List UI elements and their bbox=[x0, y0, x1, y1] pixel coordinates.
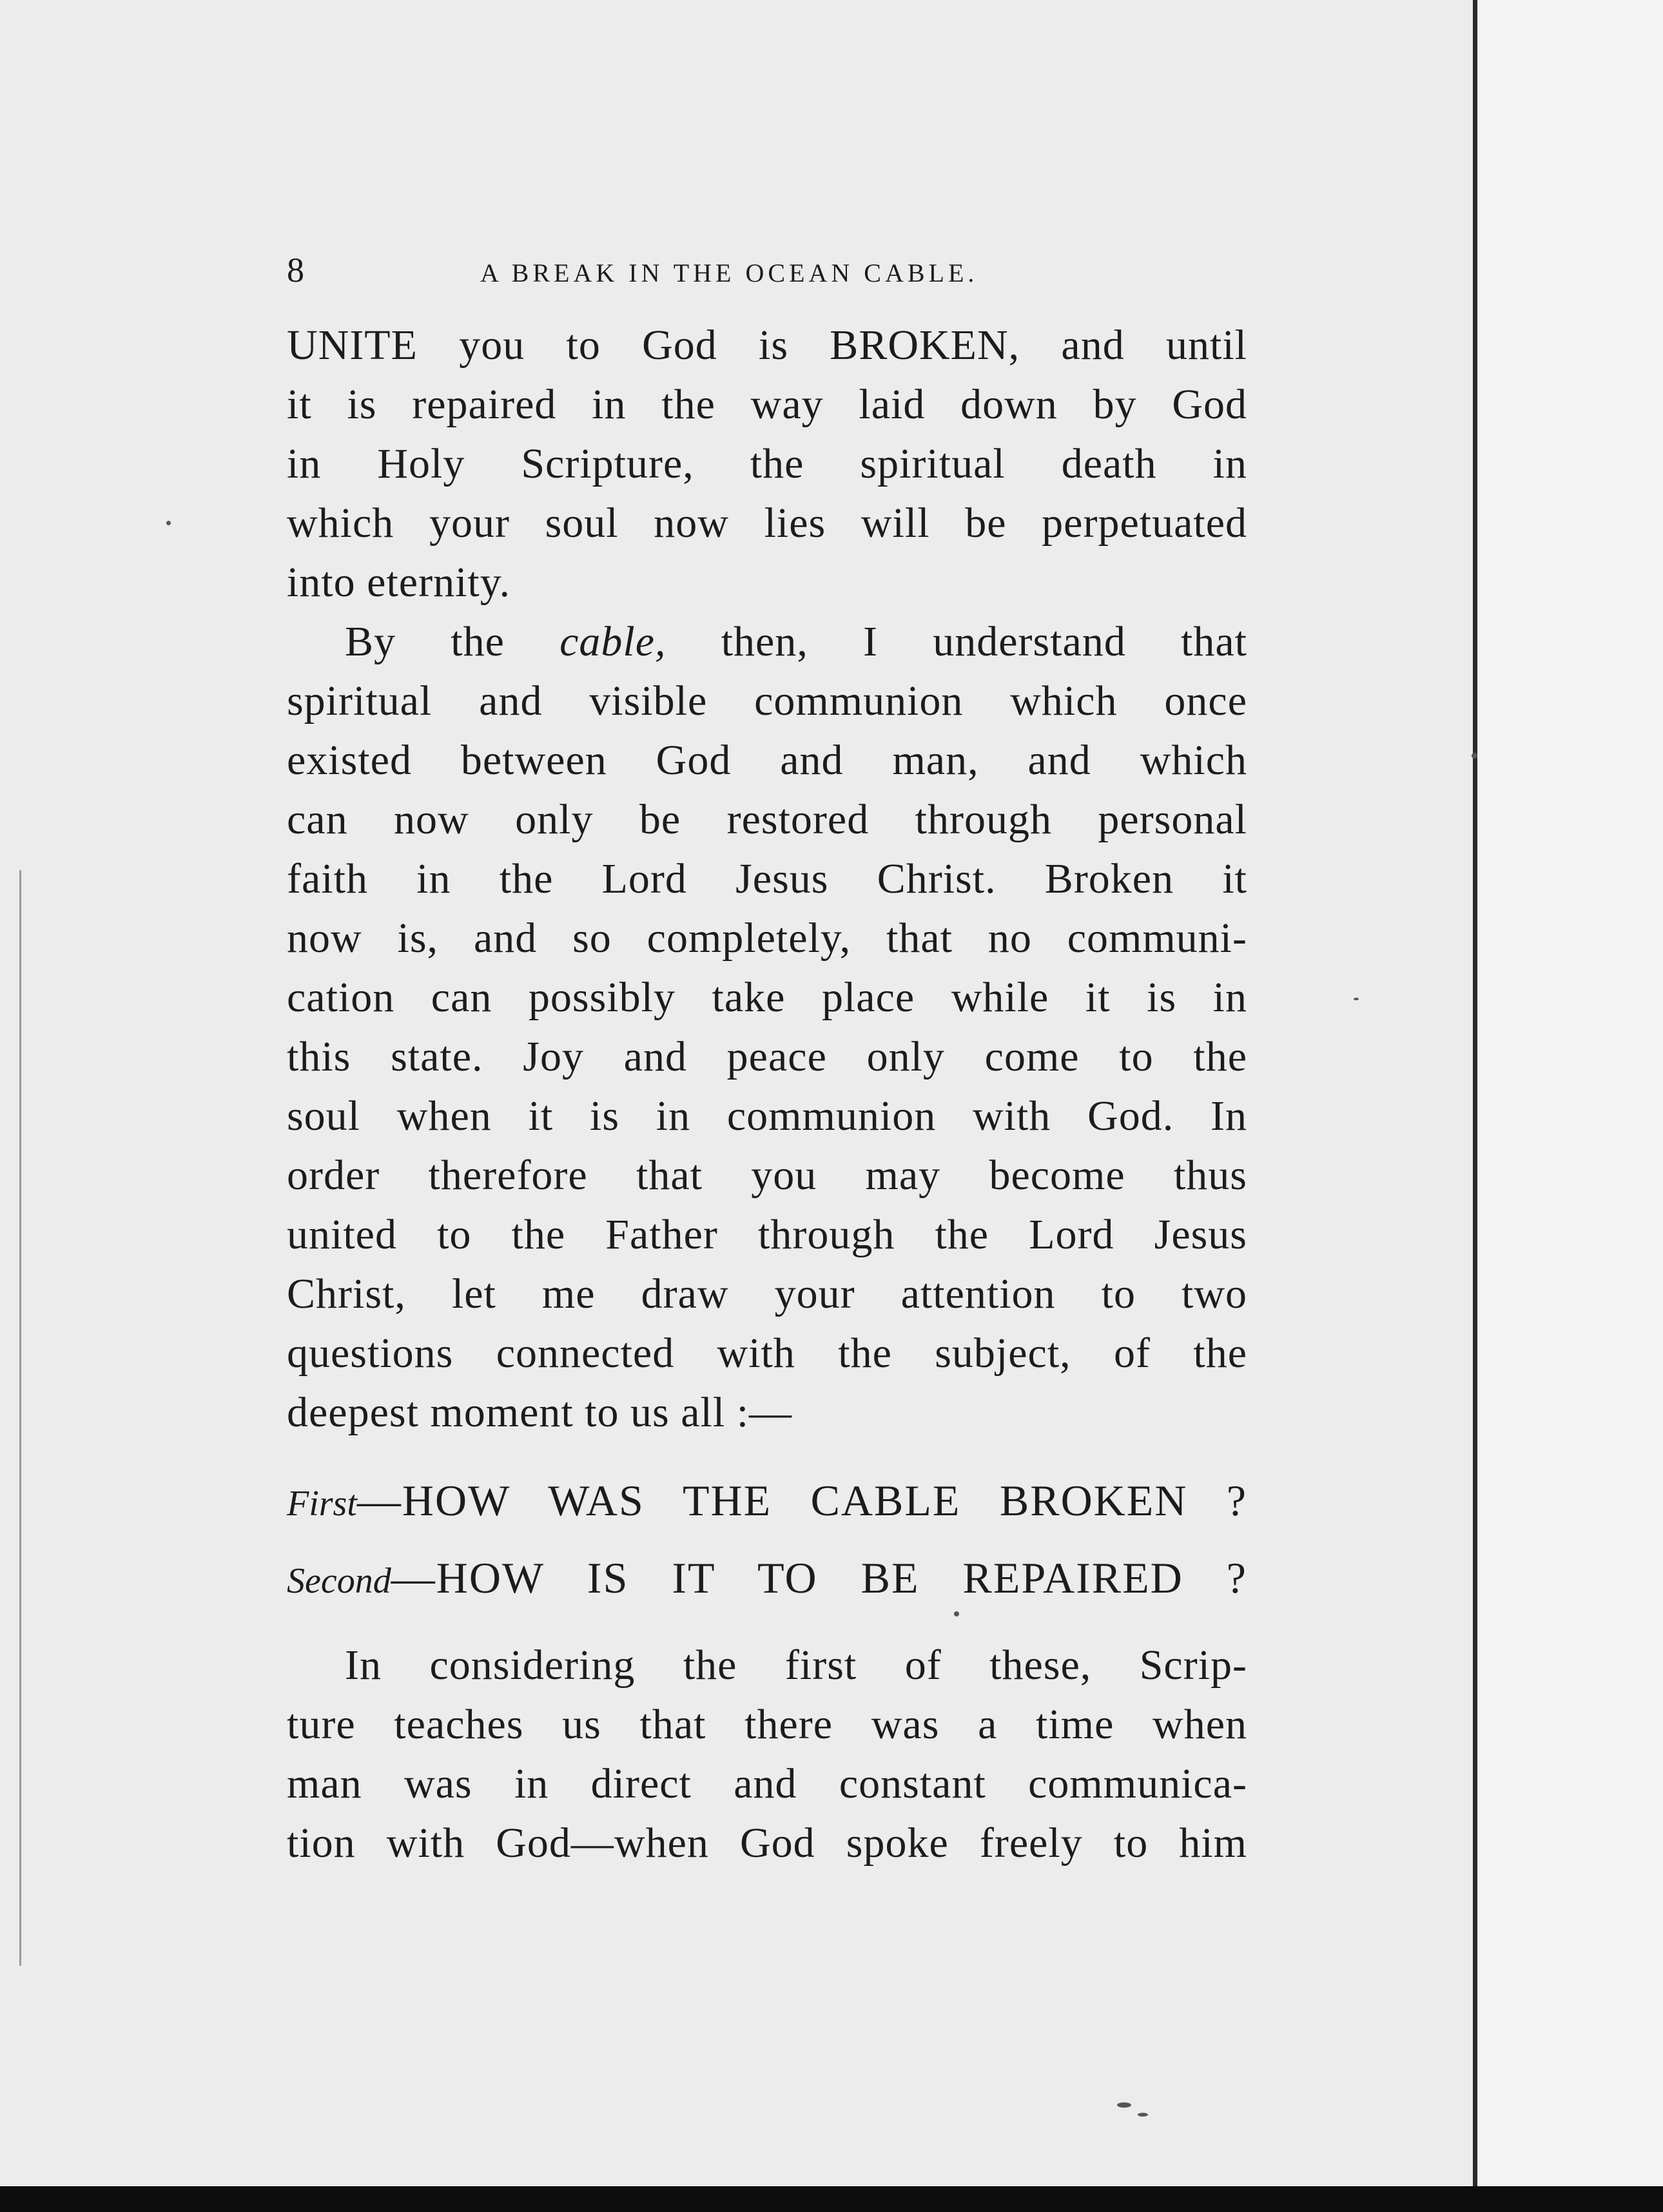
question-first bbox=[287, 1462, 1247, 1539]
text-line: tion with God—when God spoke freely to him bbox=[287, 1819, 1247, 1867]
text-line: existed between God and man, and which bbox=[287, 737, 1247, 784]
speck bbox=[1138, 2113, 1148, 2117]
speck bbox=[166, 521, 171, 525]
running-title: A BREAK IN THE OCEAN CABLE. bbox=[480, 258, 978, 287]
text-line: united to the Father through the Lord Jesus bbox=[287, 1211, 1247, 1258]
text-line: this state. Joy and peace only come to the bbox=[287, 1033, 1247, 1080]
text-line: spiritual and visible communion which once bbox=[287, 677, 1247, 724]
body-text bbox=[287, 316, 1247, 1873]
text-line: Christ, let me draw your attention to two bbox=[287, 1270, 1247, 1317]
text-line: into eternity. bbox=[287, 559, 511, 606]
speck bbox=[1117, 2102, 1131, 2108]
question-lead: First bbox=[287, 1484, 357, 1524]
left-page-edge bbox=[19, 870, 21, 1966]
text-line: In considering the first of these, Scrip- bbox=[345, 1642, 1247, 1689]
text-line: can now only be restored through personal bbox=[287, 796, 1247, 843]
text-line: now is, and so completely, that no communi- bbox=[287, 915, 1247, 962]
question-text: —HOW IS IT TO BE REPAIRED ? bbox=[391, 1553, 1247, 1602]
spacer bbox=[287, 1442, 1247, 1462]
speck bbox=[1354, 998, 1359, 1000]
text-line: deepest moment to us all :— bbox=[287, 1389, 793, 1436]
questions bbox=[287, 1462, 1247, 1616]
paragraph-3 bbox=[287, 1636, 1247, 1873]
text-line: faith in the Lord Jesus Christ. Broken it bbox=[287, 855, 1247, 902]
speck bbox=[1472, 753, 1477, 759]
text-line bbox=[287, 612, 1247, 672]
question-second bbox=[287, 1539, 1247, 1616]
text-run: By the bbox=[345, 618, 560, 665]
text-line: in Holy Scripture, the spiritual death in bbox=[287, 440, 1247, 487]
text-line: which your soul now lies will be perpetuated bbox=[287, 500, 1247, 547]
facing-page-margin bbox=[1477, 0, 1663, 2212]
question-text: —HOW WAS THE CABLE BROKEN ? bbox=[356, 1476, 1247, 1525]
scan-bottom-band bbox=[0, 2186, 1663, 2212]
text-line: order therefore that you may become thus bbox=[287, 1152, 1247, 1199]
running-head bbox=[287, 250, 1247, 295]
binding-edge-line bbox=[1473, 0, 1477, 2212]
text-line: ture teaches us that there was a time when bbox=[287, 1701, 1247, 1748]
text-line: soul when it is in communion with God. In bbox=[287, 1092, 1247, 1140]
text-line: cation can possibly take place while it is in bbox=[287, 974, 1247, 1021]
page-number: 8 bbox=[287, 251, 304, 289]
text-line: UNITE you to God is BROKEN, and until bbox=[287, 322, 1247, 369]
paragraph-1 bbox=[287, 316, 1247, 612]
text-line: man was in direct and constant communica- bbox=[287, 1760, 1247, 1807]
text-line: questions connected with the subject, of the bbox=[287, 1330, 1247, 1377]
text-line: it is repaired in the way laid down by God bbox=[287, 381, 1247, 428]
spacer bbox=[287, 1616, 1247, 1636]
question-lead: Second bbox=[287, 1561, 391, 1601]
italic-word: cable, bbox=[559, 618, 666, 665]
paragraph-2 bbox=[287, 612, 1247, 1442]
text-run: then, I understand that bbox=[666, 618, 1248, 665]
